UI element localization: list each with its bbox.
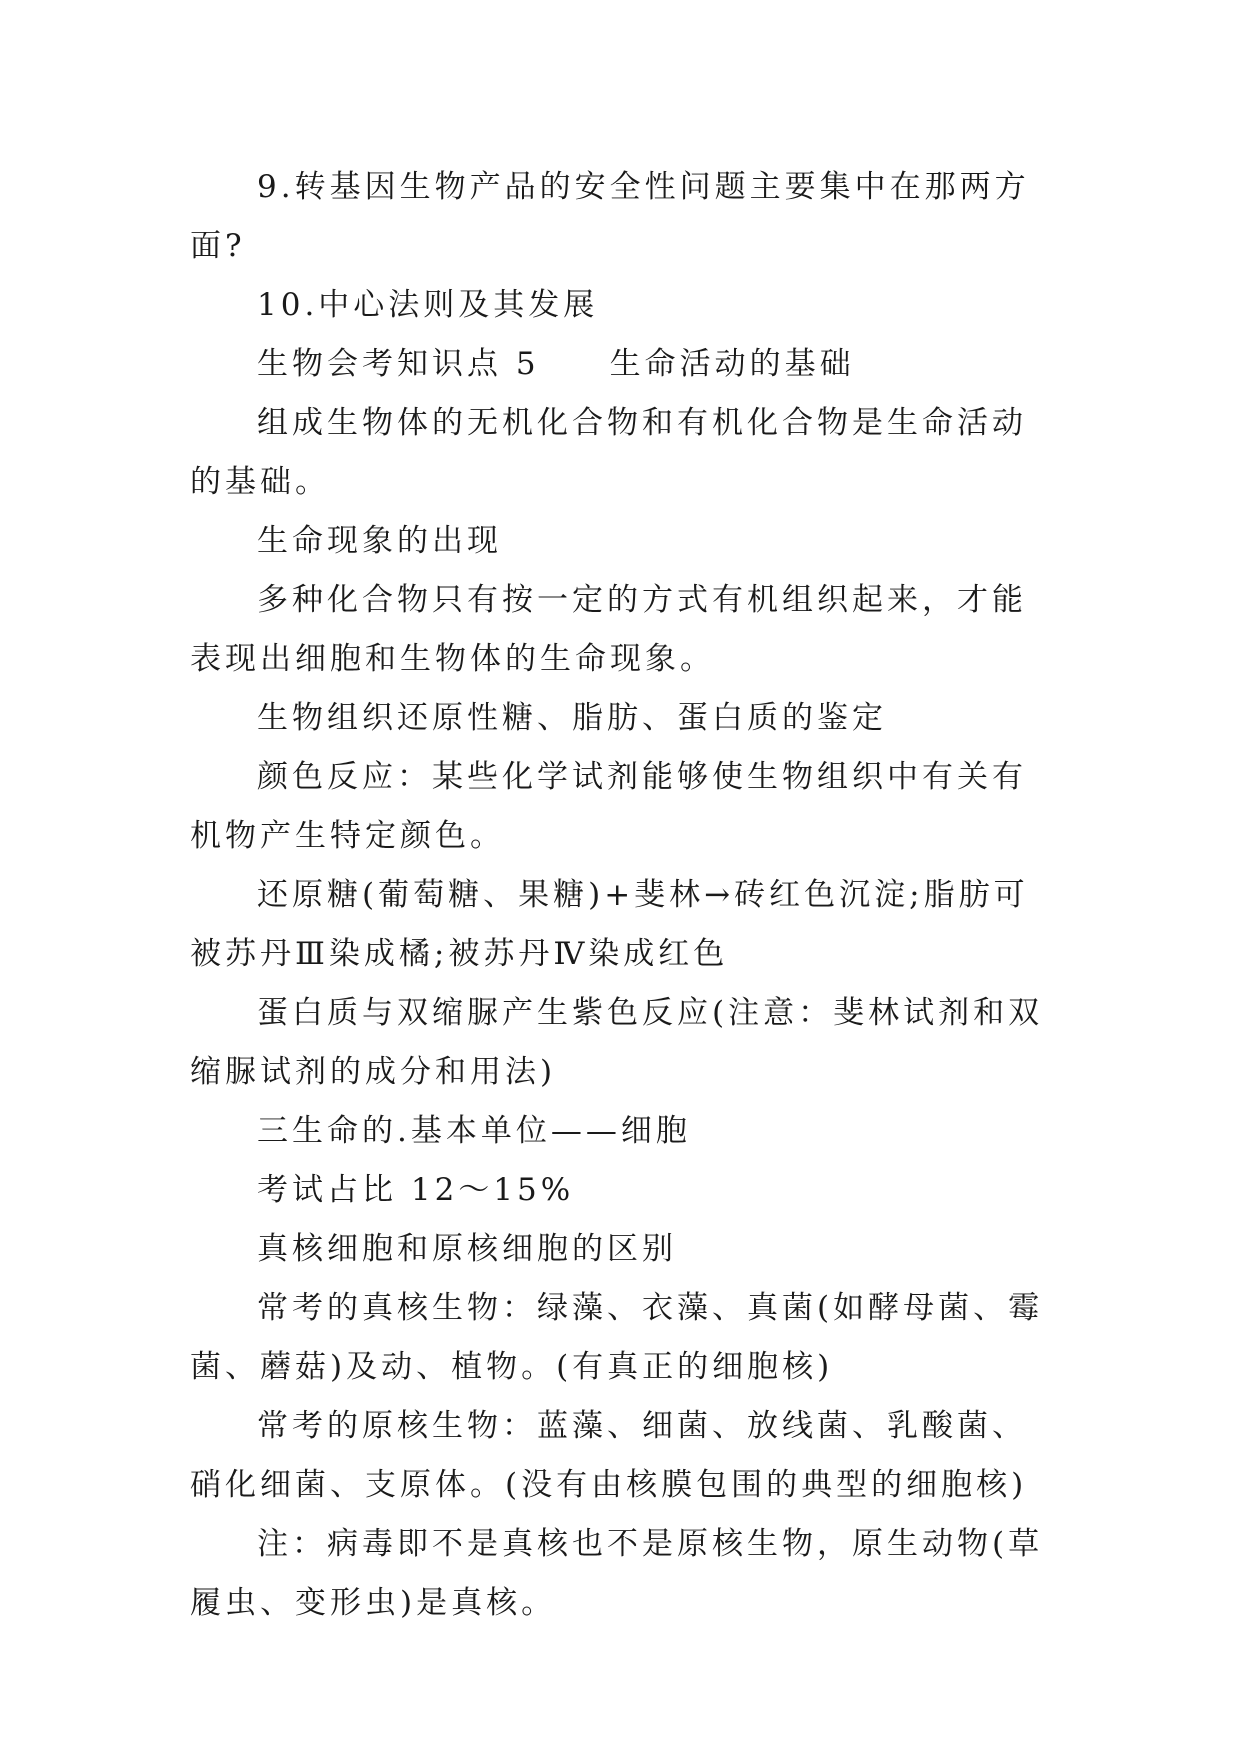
document-body xyxy=(190,158,1060,1633)
paragraph-protein: 蛋白质与双缩脲产生紫色反应(注意：斐林试剂和双缩脲试剂的成分和用法) xyxy=(190,995,1044,1090)
paragraph-color-reaction: 颜色反应：某些化学试剂能够使生物组织中有关有机物产生特定颜色。 xyxy=(190,759,1027,854)
question-9: 9.转基因生物产品的安全性问题主要集中在那两方面? xyxy=(190,169,1030,264)
section-heading-cell: 三生命的.基本单位——细胞 xyxy=(257,1113,691,1149)
paragraph-basis-of-life: 组成生物体的无机化合物和有机化合物是生命活动的基础。 xyxy=(190,405,1027,500)
paragraph-eukaryotes: 常考的真核生物：绿藻、衣藻、真菌(如酵母菌、霉菌、蘑菇)及动、植物。(有真正的细胞核) xyxy=(190,1290,1044,1385)
paragraph-note: 注：病毒即不是真核也不是原核生物，原生动物(草履虫、变形虫)是真核。 xyxy=(190,1526,1044,1621)
subheading-life-phenomena: 生命现象的出现 xyxy=(257,523,502,559)
exam-weight: 考试占比 12～15% xyxy=(257,1172,575,1208)
paragraph-reducing-sugar: 还原糖(葡萄糖、果糖)+斐林→砖红色沉淀;脂肪可被苏丹Ⅲ染成橘;被苏丹Ⅳ染成红色 xyxy=(190,877,1029,972)
subheading-cell-difference: 真核细胞和原核细胞的区别 xyxy=(257,1231,677,1267)
subheading-identification: 生物组织还原性糖、脂肪、蛋白质的鉴定 xyxy=(257,700,887,736)
section-heading-5: 生物会考知识点 5 生命活动的基础 xyxy=(257,346,855,382)
paragraph-organization: 多种化合物只有按一定的方式有机组织起来，才能表现出细胞和生物体的生命现象。 xyxy=(190,582,1027,677)
paragraph-prokaryotes: 常考的原核生物：蓝藻、细菌、放线菌、乳酸菌、硝化细菌、支原体。(没有由核膜包围的典型的细胞核) xyxy=(190,1408,1028,1503)
question-10: 10.中心法则及其发展 xyxy=(257,287,599,323)
